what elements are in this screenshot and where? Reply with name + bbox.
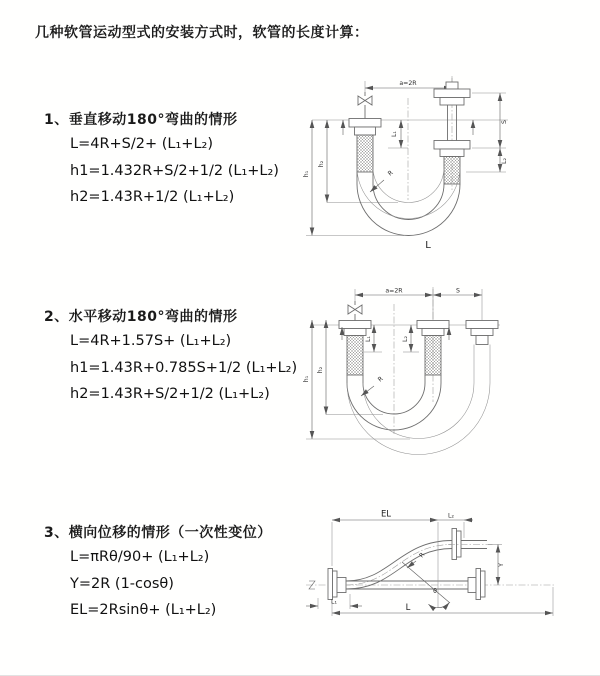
dim-label-h1: h₁ [303,170,310,178]
diagram-vertical-bend-180 [298,72,598,257]
dimension-s [433,288,482,296]
section-3-formula-L: L=πRθ/90+ (L₁+L₂) [70,549,210,565]
dimension-l2 [402,325,419,352]
section-1-formula-L: L=4R+S/2+ (L₁+L₂) [70,136,213,152]
dim-label-l2: L₂ [501,158,508,164]
shifted-pipe-flange [466,321,498,345]
braided-hose-section [357,135,373,172]
section-2-heading: 2、水平移动180°弯曲的情形 [44,309,238,325]
dimension-l2 [500,148,508,172]
left-pipe-flange [349,119,381,136]
dimension-y [488,545,505,586]
section-1-heading: 1、垂直移动180°弯曲的情形 [44,112,238,128]
dimension-a2r [355,288,482,321]
dim-label-r: R [418,551,427,560]
dimension-l1 [364,325,382,352]
dim-label-y: Y [498,563,505,567]
dim-label-h2: h₂ [318,160,325,168]
section-3-formula-Y: Y=2R (1-cosθ) [70,576,174,592]
diagram-horizontal-bend-180 [298,282,598,457]
radius-callout [361,375,385,396]
dim-label-l1: L₁ [331,598,337,606]
dim-label-h2: h₂ [317,366,324,374]
section-3-heading: 3、横向位移的情形（一次性变位） [44,525,272,541]
dimension-l1 [388,120,408,148]
dim-label-h1: h₁ [303,375,310,383]
valve-icon [348,301,362,321]
hose-u-bend-shifted [347,345,490,455]
section-2-formula-h1: h1=1.43R+0.785S+1/2 (L₁+L₂) [70,360,298,376]
radius-callout [407,551,427,568]
section-1-formula-h2: h2=1.43R+1/2 (L₁+L₂) [70,189,235,205]
section-2-formula-L: L=4R+1.57S+ (L₁+L₂) [70,333,232,349]
radius-callout [370,169,395,192]
section-2-formula-h2: h2=1.43R+S/2+1/2 (L₁+L₂) [70,386,270,402]
dim-label-l1: L₁ [365,336,372,342]
valve-icon [358,92,372,119]
diagram-lateral-displacement [298,498,600,658]
dim-label-el: EL [380,509,392,520]
dim-label-s: S [456,287,460,295]
dim-label-l2: L₂ [402,336,409,342]
page-title: 几种软管运动型式的安装方式时，软管的长度计算： [35,25,369,41]
dimension-h1 [303,120,404,236]
dim-label-l2: L₂ [448,512,454,520]
section-3-formula-EL: EL=2Rsinθ+ (L₁+L₂) [70,602,217,618]
dim-label-s: S [501,120,508,124]
left-flange [328,569,346,600]
middle-pipe-flange [417,321,449,336]
braided-hose-section [425,336,441,376]
dim-label-r: R [386,169,395,178]
left-pipe-flange [339,321,371,336]
braided-hose-section [444,157,460,185]
dim-label-theta: θ [433,588,437,595]
dim-label-l1: L₁ [391,131,398,137]
braided-hose-section [347,336,363,376]
dim-label-a2r: a=2R [385,287,403,295]
section-1-formula-h1: h1=1.432R+S/2+1/2 (L₁+L₂) [70,163,279,179]
dim-label-l: L [425,240,431,251]
dim-label-r: R [376,375,385,384]
dim-label-a2r: a=2R [399,80,417,87]
dim-label-l: L [405,603,411,613]
dimension-l [332,587,553,616]
